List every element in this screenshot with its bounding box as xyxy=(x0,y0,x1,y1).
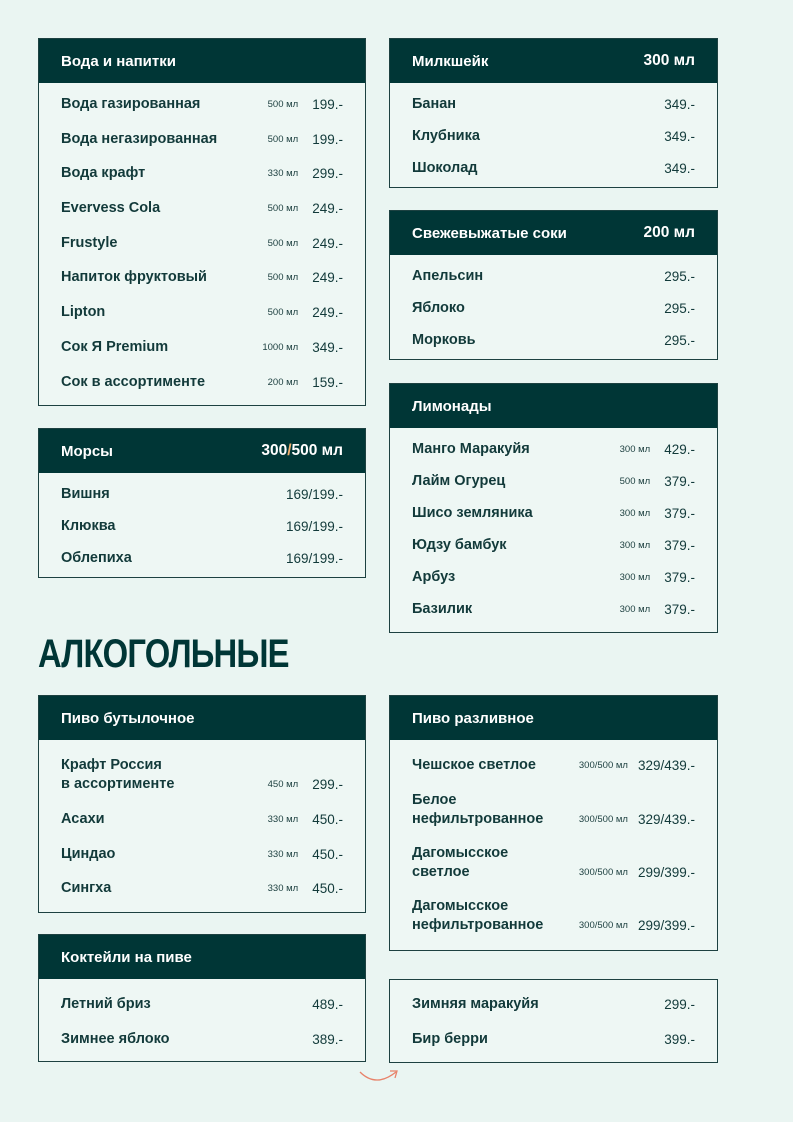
menu-item: Зимнее яблоко 389.- xyxy=(61,1031,343,1047)
card-title: Лимонады xyxy=(412,397,492,415)
card-title: Пиво разливное xyxy=(412,709,534,727)
card-header xyxy=(390,39,717,83)
menu-item: Асахи 330 мл 450.- xyxy=(61,811,343,827)
menu-item: Белое нефильтрованное 300/500 мл 329/439.- xyxy=(412,792,695,827)
card-header xyxy=(390,384,717,428)
juices-card xyxy=(389,210,718,360)
card-header xyxy=(39,429,365,473)
card-title: Морсы xyxy=(61,442,113,460)
menu-item: Яблоко 295.- xyxy=(412,300,695,316)
menu-item: Evervess Cola 500 мл 249.- xyxy=(61,200,343,217)
menu-item: Сок в ассортименте 200 мл 159.- xyxy=(61,373,343,390)
menu-item: Дагомысское светлое 300/500 мл 299/399.- xyxy=(412,845,695,880)
menu-item: Морковь 295.- xyxy=(412,332,695,348)
draft-beer-card xyxy=(389,695,718,951)
card-title: Пиво бутылочное xyxy=(61,709,195,727)
menu-item: Базилик 300 мл 379.- xyxy=(412,601,695,617)
lemonades-card xyxy=(389,383,718,633)
menu-item: Сок Я Premium 1000 мл 349.- xyxy=(61,338,343,355)
card-size: 300 мл xyxy=(643,52,695,69)
card-header xyxy=(39,696,365,740)
menu-item: Напиток фруктовый 500 мл 249.- xyxy=(61,269,343,286)
mors-card xyxy=(38,428,366,578)
menu-item: Дагомысское нефильтрованное 300/500 мл 299/399.- xyxy=(412,898,695,933)
menu-item: Вишня 169/199.- xyxy=(61,486,343,502)
menu-item: Лайм Огурец 500 мл 379.- xyxy=(412,473,695,489)
menu-item: Зимняя маракуйя 299.- xyxy=(412,996,695,1012)
menu-item: Апельсин 295.- xyxy=(412,268,695,284)
menu-item: Клубника 349.- xyxy=(412,128,695,144)
menu-item: Манго Маракуйя 300 мл 429.- xyxy=(412,441,695,457)
water-drinks-card xyxy=(38,38,366,406)
menu-item: Крафт Россия в ассортименте 450 мл 299.- xyxy=(61,757,343,792)
bottled-beer-card xyxy=(38,695,366,913)
menu-item: Вода газированная 500 мл 199.- xyxy=(61,96,343,112)
card-header xyxy=(390,696,717,740)
menu-item: Бир берри 399.- xyxy=(412,1031,695,1047)
curved-arrow-icon xyxy=(356,1060,402,1086)
card-title: Свежевыжатые соки xyxy=(412,224,567,242)
menu-item: Сингха 330 мл 450.- xyxy=(61,880,343,897)
menu-item: Арбуз 300 мл 379.- xyxy=(412,569,695,585)
menu-item: Клюква 169/199.- xyxy=(61,518,343,534)
menu-item: Шоколад 349.- xyxy=(412,160,695,176)
menu-item: Вода негазированная 500 мл 199.- xyxy=(61,130,343,147)
menu-item: Вода крафт 330 мл 299.- xyxy=(61,165,343,182)
card-size: 300/500 мл xyxy=(261,442,343,459)
milkshake-card xyxy=(389,38,718,188)
menu-item: Банан 349.- xyxy=(412,96,695,112)
section-title: АЛКОГОЛЬНЫЕ xyxy=(38,632,289,676)
card-title: Коктейли на пиве xyxy=(61,948,192,966)
card-header xyxy=(39,39,365,83)
card-size: 200 мл xyxy=(643,224,695,241)
menu-item: Шисо земляника 300 мл 379.- xyxy=(412,505,695,521)
menu-item: Облепиха 169/199.- xyxy=(61,550,343,566)
menu-item: Юдзу бамбук 300 мл 379.- xyxy=(412,537,695,553)
menu-item: Циндао 330 мл 450.- xyxy=(61,845,343,862)
menu-item: Летний бриз 489.- xyxy=(61,996,343,1012)
card-title: Вода и напитки xyxy=(61,52,176,70)
menu-item: Чешское светлое 300/500 мл 329/439.- xyxy=(412,757,695,773)
card-header xyxy=(390,211,717,255)
menu-item: Lipton 500 мл 249.- xyxy=(61,304,343,321)
beer-cocktails-card xyxy=(38,934,366,1062)
menu-item: Frustyle 500 мл 249.- xyxy=(61,234,343,251)
card-title: Милкшейк xyxy=(412,52,489,70)
beer-cocktails-continued-card xyxy=(389,979,718,1063)
card-header xyxy=(39,935,365,979)
